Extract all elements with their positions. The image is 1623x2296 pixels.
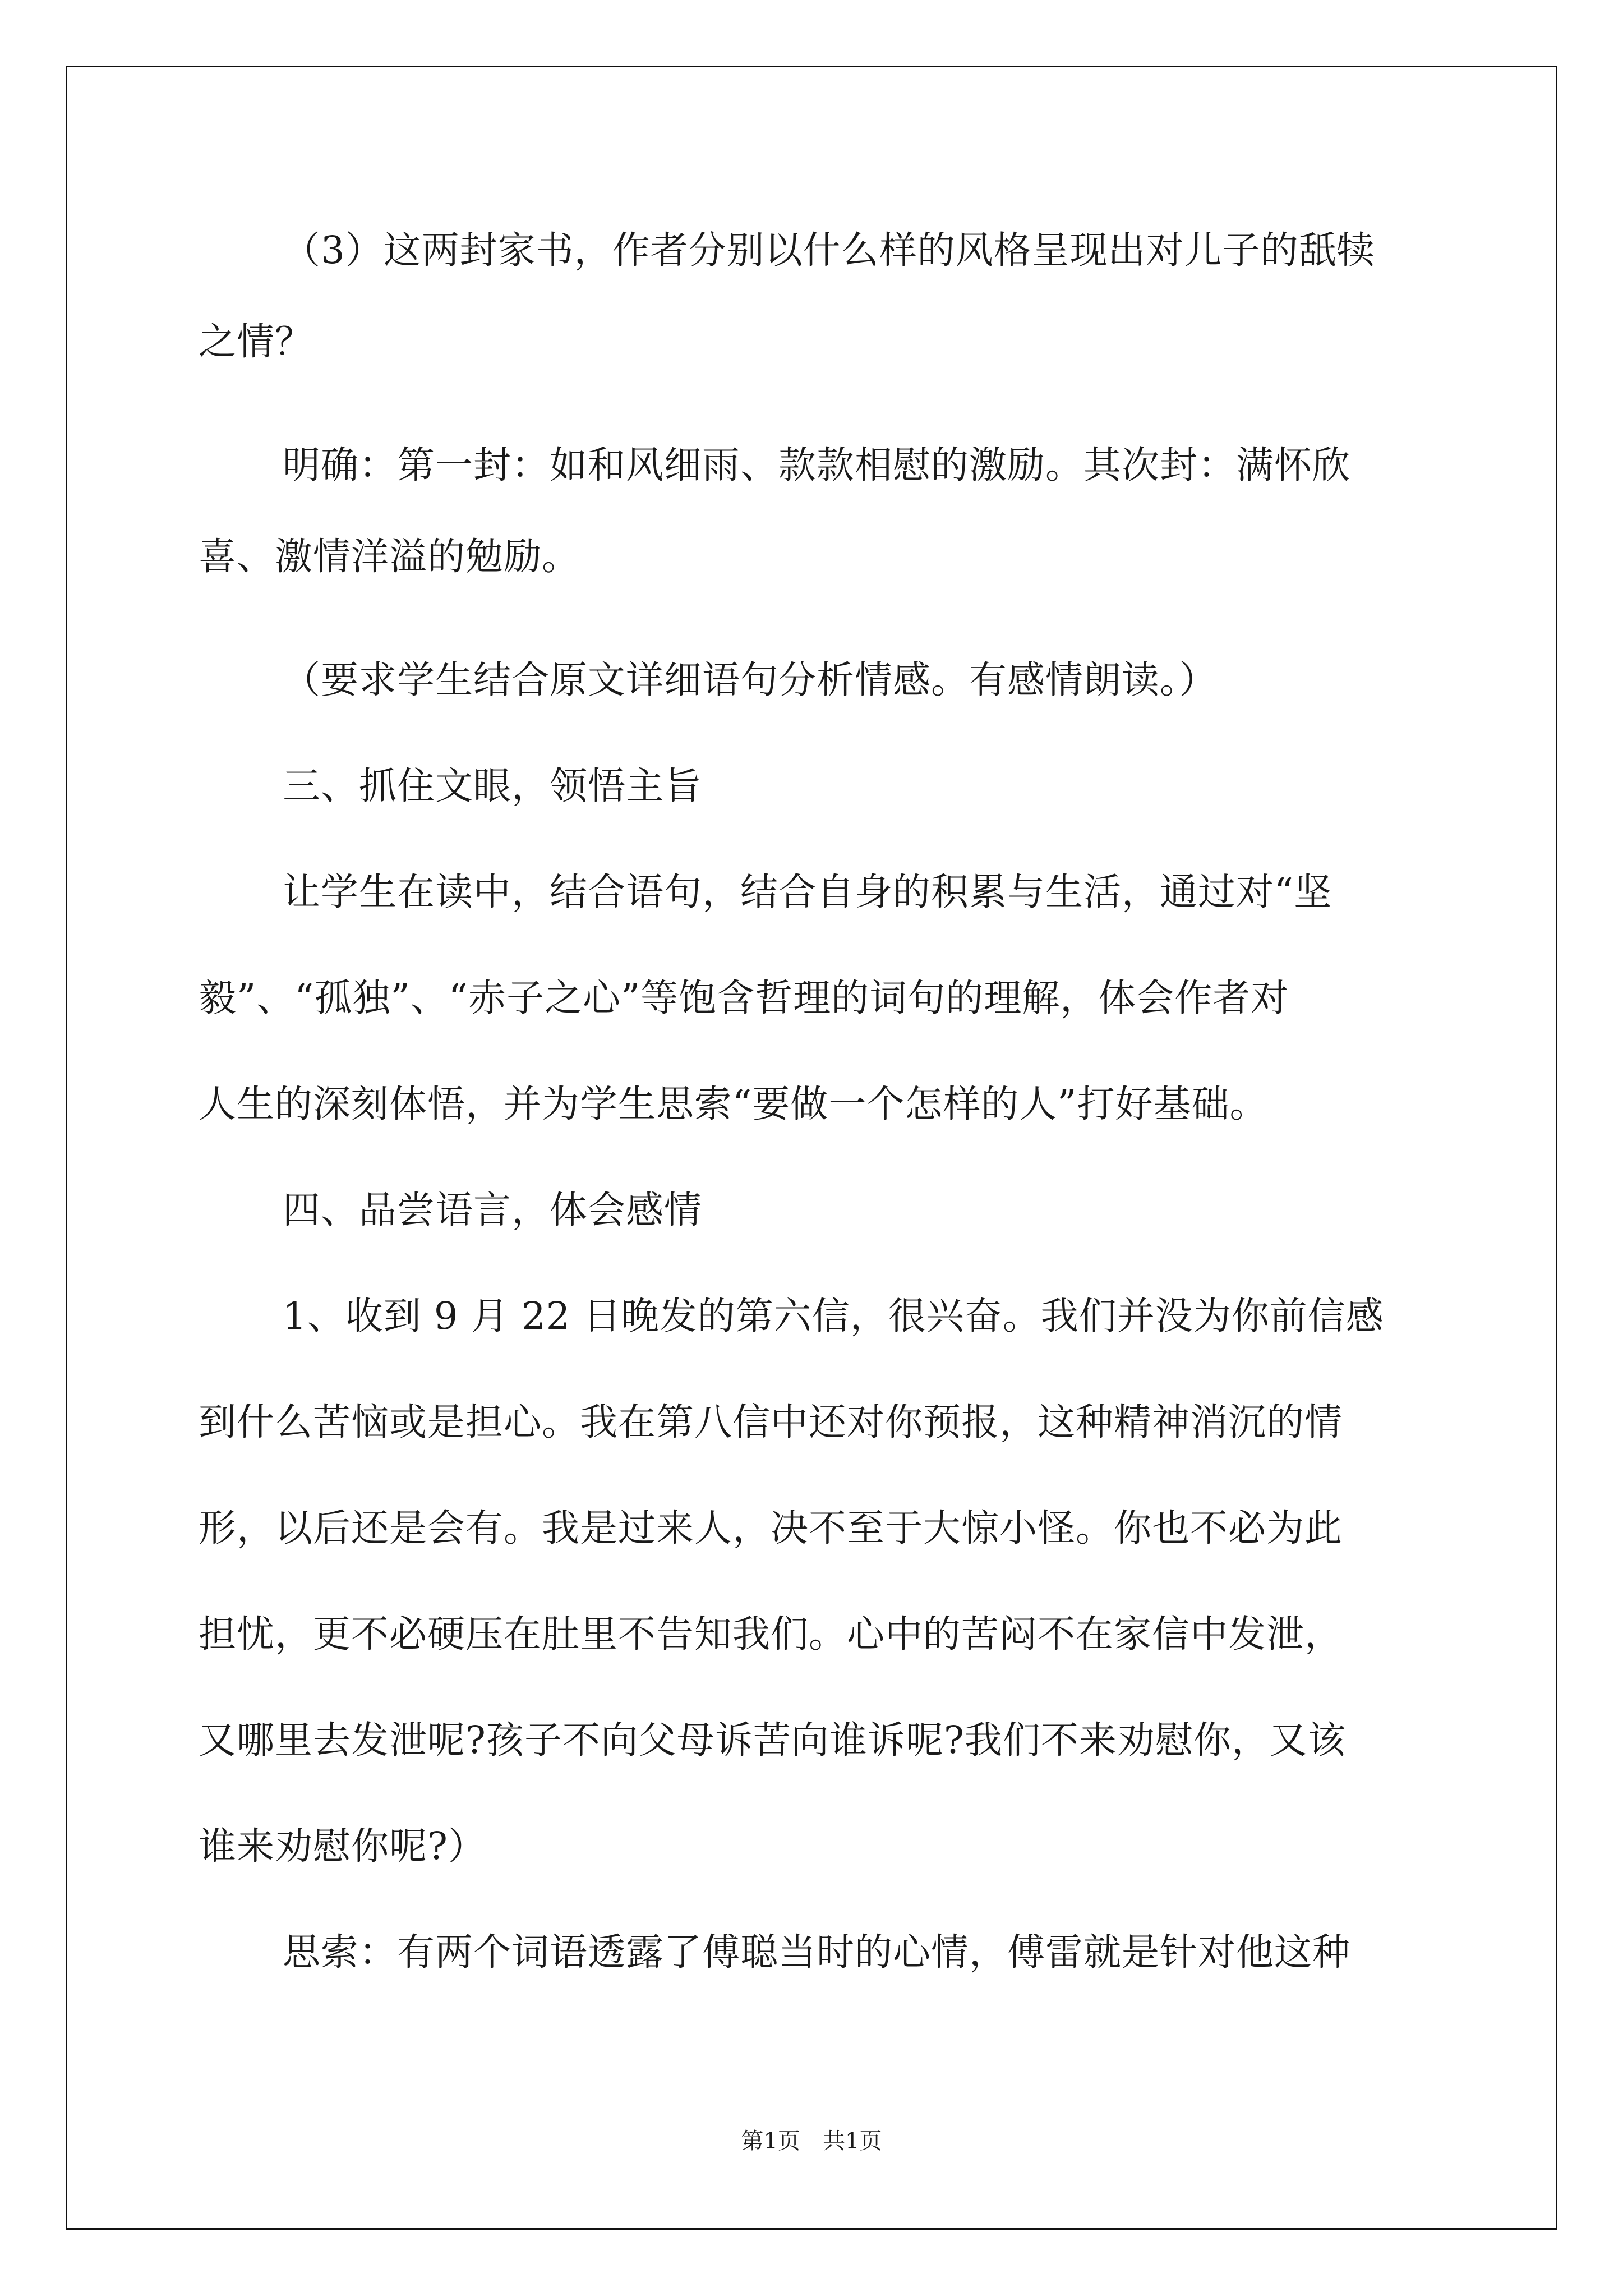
text-line-12: 到什么苦恼或是担心。我在第八信中还对你预报，这种精神消沉的情 [199,1400,1343,1444]
text-line-17: 思索：有两个词语透露了傅聪当时的心情，傅雷就是针对他这种 [283,1930,1350,1974]
text-line-10: 四、品尝语言，体会感情 [283,1188,702,1232]
text-line-7: 让学生在读中，结合语句，结合自身的积累与生活，通过对“坚 [283,870,1332,914]
text-line-1: （3）这两封家书，作者分别以什么样的风格呈现出对儿子的舐犊 [283,228,1375,272]
page-total: 共1页 [823,2128,882,2154]
text-line-3: 明确：第一封：如和风细雨、款款相慰的激励。其次封：满怀欣 [283,443,1350,487]
page-footer [0,2127,1623,2155]
text-line-2: 之情？ [199,320,313,364]
text-line-8: 毅”、“孤独”、“赤子之心”等饱含哲理的词句的理解，体会作者对 [199,976,1289,1020]
text-line-15: 又哪里去发泄呢?孩子不向父母诉苦向谁诉呢?我们不来劝慰你，又该 [199,1718,1346,1762]
text-line-5: （要求学生结合原文详细语句分析情感。有感情朗读。） [283,658,1218,702]
text-line-14: 担忧，更不必硬压在肚里不告知我们。心中的苦闷不在家信中发泄， [199,1612,1343,1656]
text-line-16: 谁来劝慰你呢?） [199,1824,486,1868]
page-border [66,66,1557,2230]
text-line-11: 1、收到 9 月 22 日晚发的第六信，很兴奋。我们并没为你前信感 [283,1294,1384,1338]
text-line-13: 形，以后还是会有。我是过来人，决不至于大惊小怪。你也不必为此 [199,1506,1343,1550]
text-line-6: 三、抓住文眼，领悟主旨 [283,764,702,808]
page-number: 第1页 [741,2128,800,2154]
text-line-4: 喜、激情洋溢的勉励。 [199,535,580,578]
text-line-9: 人生的深刻体悟，并为学生思索“要做一个怎样的人”打好基础。 [199,1082,1268,1126]
